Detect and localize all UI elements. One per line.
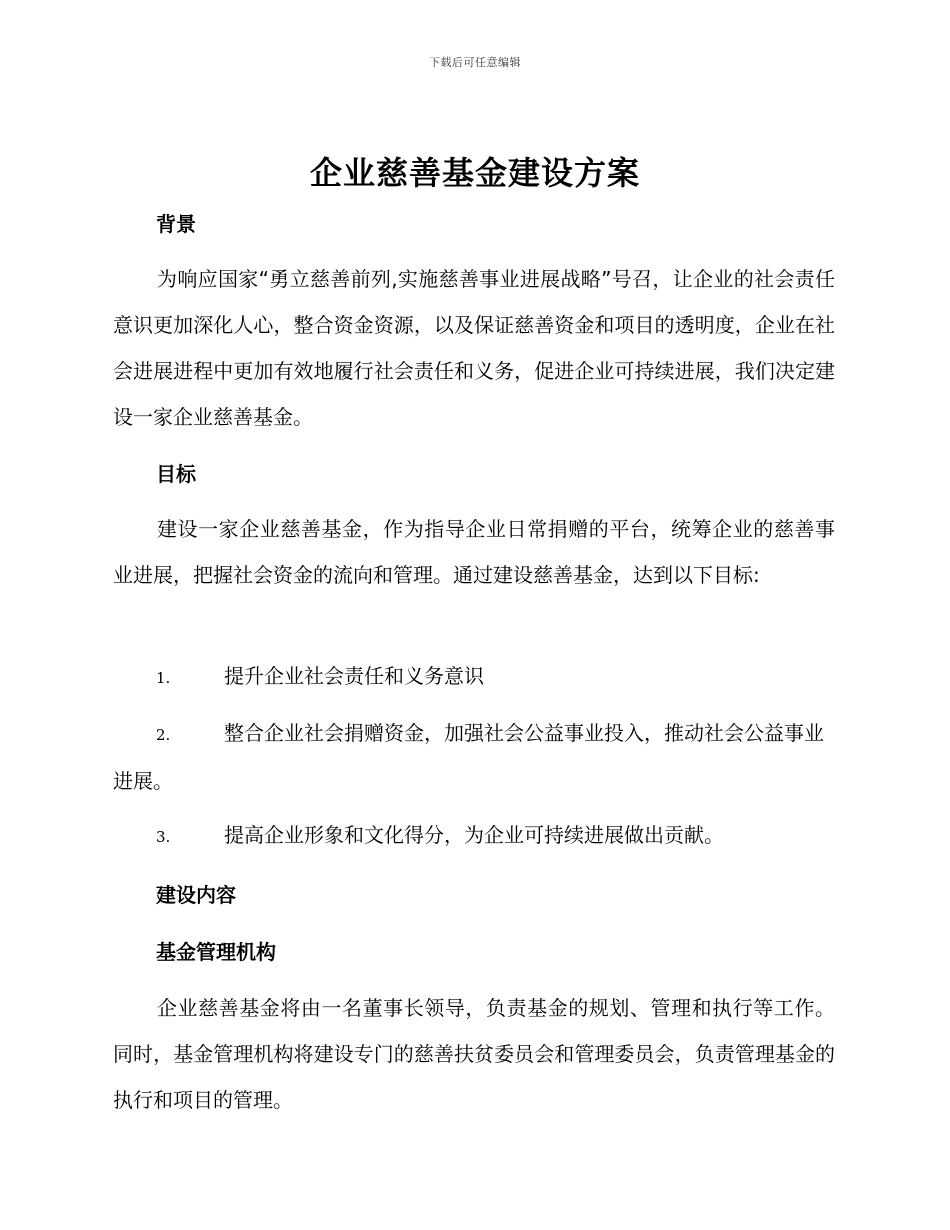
goal-list-item-1 [113, 653, 835, 701]
section-heading-content: 建设内容 [156, 883, 236, 907]
paragraph-background: 为响应国家“勇立慈善前列,实施慈善事业进展战略”号召，让企业的社会责任意识更加深化人心，整合资金资源，以及保证慈善资金和项目的透明度，企业在社会进展进程中更加有效地履行社会责任和义务，促进企业可持续进展，我们决定建设一家企业慈善基金。 [113, 267, 835, 429]
goal-list-item-3 [113, 812, 835, 860]
list-item-text: 提升企业社会责任和义务意识 [224, 664, 484, 688]
section-heading-management: 基金管理机构 [156, 940, 276, 964]
paragraph-management: 企业慈善基金将由一名董事长领导，负责基金的规划、管理和执行等工作。同时，基金管理机构将建设专门的慈善扶贫委员会和管理委员会，负责管理基金的执行和项目的管理。 [113, 996, 835, 1112]
paragraph-goals: 建设一家企业慈善基金，作为指导企业日常捐赠的平台，统筹企业的慈善事业进展，把握社会资金的流向和管理。通过建设慈善基金，达到以下目标: [113, 517, 835, 587]
document-title: 企业慈善基金建设方案 [309, 154, 640, 192]
section-heading-background: 背景 [156, 212, 196, 236]
list-item-text: 整合企业社会捐赠资金，加强社会公益事业投入，推动社会公益事业进展。 [113, 721, 824, 793]
list-item-text: 提高企业形象和文化得分，为企业可持续进展做出贡献。 [224, 823, 724, 847]
list-number: 3. [156, 828, 171, 846]
page-header-note: 下载后可任意编辑 [429, 56, 521, 69]
list-number: 2. [156, 726, 171, 744]
list-number: 1. [156, 669, 171, 687]
section-heading-goals: 目标 [156, 462, 196, 486]
goal-list-item-2 [113, 710, 835, 804]
